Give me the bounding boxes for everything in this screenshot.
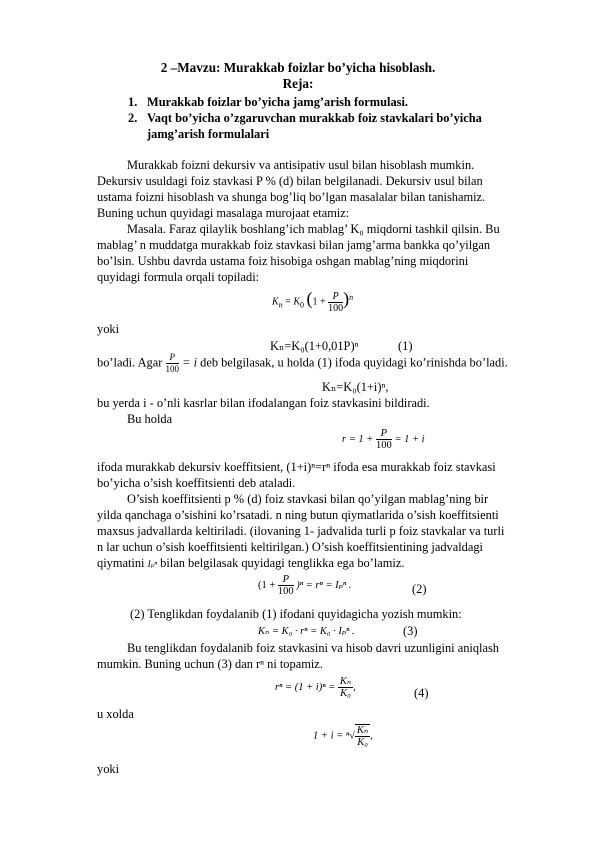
formula-symbol: K xyxy=(293,296,300,308)
equation-4 xyxy=(275,676,356,699)
bracket-close: ) xyxy=(343,288,350,309)
text-fragment: = i xyxy=(182,355,198,370)
paragraph-line: O’sish koeffitsienti p % (d) foiz stavkasi bilan qo’yilgan mablag’ning bir xyxy=(127,492,489,506)
bracket-open: ( xyxy=(306,288,313,309)
connector-word: yoki xyxy=(97,322,120,336)
text-fragment: deb belgilasak, u holda (1) ifoda quyidagi ko’rinishda bo’ladi. xyxy=(200,355,508,370)
paragraph-line: mablag’ n muddatga murakkab foiz stavkasi bilan jamg’arma bankka qo’yilgan xyxy=(97,238,491,252)
fraction-denominator: 100 xyxy=(165,364,179,374)
fraction-numerator: Kₙ xyxy=(356,725,369,736)
plan-item-text: jamg’arish formulalari xyxy=(147,127,270,141)
text-fragment: bo’ladi. Agar xyxy=(97,355,163,370)
formula-term: )ⁿ = rⁿ = Iₚⁿ . xyxy=(296,579,352,591)
paragraph-line: quyidagi formula orqali topiladi: xyxy=(97,270,260,284)
paragraph-line: ifoda murakkab dekursiv koeffitsient, (1+i)ⁿ=rⁿ ifoda esa murakkab foiz stavkasi xyxy=(97,460,496,474)
paragraph-line: Masala. Faraz qilaylik boshlang’ich mablag’ K₀ miqdorni tashkil qilsin. Bu xyxy=(127,222,500,236)
equation-1: Kₙ=K₀(1+0,01P)ⁿ xyxy=(270,339,359,353)
equation-label: (4) xyxy=(414,686,429,700)
formula-term: r = 1 + xyxy=(342,433,374,445)
agar-line xyxy=(97,352,508,375)
paragraph-line: bo’lsin. Ushbu davrda ustama foiz hisobiga oshgan mablag’ning miqdorini xyxy=(97,254,469,268)
text-fragment: qiymatini xyxy=(97,556,145,570)
equation-1b: Kₙ=K₀(1+i)ⁿ, xyxy=(322,380,389,394)
formula-term: (1 + xyxy=(258,579,276,591)
fraction xyxy=(166,352,180,375)
connector-word: yoki xyxy=(97,762,120,776)
page-title: 2 –Mavzu: Murakkab foizlar bo’yicha hisoblash. xyxy=(160,60,436,75)
equation-5 xyxy=(313,724,373,748)
equation-3: Kₙ = K₀ · rⁿ = K₀ · Iₚⁿ . xyxy=(258,626,355,637)
formula-operator: = xyxy=(285,296,291,308)
fraction-numerator: P xyxy=(278,574,294,586)
fraction xyxy=(355,724,370,748)
plan-heading: Reja: xyxy=(282,76,314,91)
paragraph-line: yilda qanchaga o’sishini ko’rsatadi. n ning butun qiymatlarida o’sish koeffitsienti xyxy=(97,508,499,522)
equation-2 xyxy=(258,574,351,597)
fraction-numerator: P xyxy=(376,428,392,440)
fraction xyxy=(376,428,392,451)
formula-term: = 1 + i xyxy=(394,433,425,445)
paragraph-line: Murakkab foizni dekursiv va antisipativ usul bilan hisoblash mumkin. xyxy=(127,158,475,172)
fraction xyxy=(278,574,294,597)
paragraph-line: Buning uchun quyidagi masalaga murojaat etamiz: xyxy=(97,206,350,220)
plan-item-number: 1. xyxy=(128,95,138,109)
formula-term: 1 + xyxy=(312,296,326,308)
text-fragment: bilan belgilasak quyidagi tenglikka ega bo’lamiz. xyxy=(160,556,405,570)
paragraph-line: mumkin. Buning uchun (3) dan rⁿ ni topamiz. xyxy=(97,657,323,671)
connector-word: u xolda xyxy=(97,707,134,721)
formula-subscript: 0 xyxy=(299,300,304,310)
formula-term: 1 + i = xyxy=(313,730,344,742)
paragraph-line: Bu holda xyxy=(127,412,173,426)
fraction-denominator: 100 xyxy=(328,302,344,314)
fraction-numerator: P xyxy=(166,352,180,364)
formula-symbol: Iₚⁿ xyxy=(147,559,158,569)
fraction-denominator: K₀ xyxy=(357,737,368,748)
fraction-numerator: Kₙ xyxy=(339,676,352,687)
formula-term: , xyxy=(370,730,373,742)
plan-item-number: 2. xyxy=(128,111,138,125)
formula-term: , xyxy=(353,681,356,693)
paragraph-line: Bu tenglikdan foydalanib foiz stavkasini va hisob davri uzunligini aniqlash xyxy=(127,641,499,655)
fraction-denominator: 100 xyxy=(277,586,294,597)
formula-symbol: K xyxy=(272,296,279,308)
formula-subscript: n xyxy=(278,300,283,310)
fraction-numerator: P xyxy=(328,291,343,303)
fraction-denominator: K₀ xyxy=(340,688,351,699)
equation-label: (3) xyxy=(403,624,418,638)
equation-label: (2) xyxy=(412,582,427,596)
fraction xyxy=(328,291,343,314)
paragraph-line: bu yerda i - o’nli kasrlar bilan ifodalangan foiz stavkasini bildiradi. xyxy=(97,396,430,410)
paragraph-line: maxsus jadvallarda keltiriladi. (ilovaning 1- jadvalida turli p foiz stavkalar va turli xyxy=(97,524,505,538)
plan-item-text: Vaqt bo’yicha o’zgaruvchan murakkab foiz stavkalari bo’yicha xyxy=(147,111,482,125)
paragraph-line: bo’yicha o’sish koeffitsienti deb ataladi. xyxy=(97,476,296,490)
paragraph-line: Dekursiv usuldagi foiz stavkasi P % (d) bilan belgilanadi. Dekursiv usul bilan xyxy=(97,174,483,188)
formula-exponent: n xyxy=(349,293,354,302)
equation-label: (1) xyxy=(398,339,413,353)
fraction xyxy=(338,676,353,699)
paragraph-line xyxy=(97,556,404,572)
fraction-denominator: 100 xyxy=(376,440,392,451)
paragraph-line: (2) Tenglikdan foydalanib (1) ifodani quyidagicha yozish mumkin: xyxy=(130,607,462,621)
paragraph-line: ustama foizni hisoblash va shunga bog’liq bo’lgan masalalar bilan tanishamiz. xyxy=(97,190,486,204)
paragraph-line: n lar uchun o’sish koeffitsienti keltirilgan.) O’sish koeffitsientining jadvaldagi xyxy=(97,540,483,554)
formula-term: rⁿ = (1 + i)ⁿ = xyxy=(275,681,336,693)
formula-r xyxy=(342,428,425,451)
root-symbol: ⁿ√ xyxy=(345,730,355,742)
plan-item-text: Murakkab foizlar bo’yicha jamg’arish formulasi. xyxy=(147,95,409,109)
formula-main xyxy=(272,290,353,314)
